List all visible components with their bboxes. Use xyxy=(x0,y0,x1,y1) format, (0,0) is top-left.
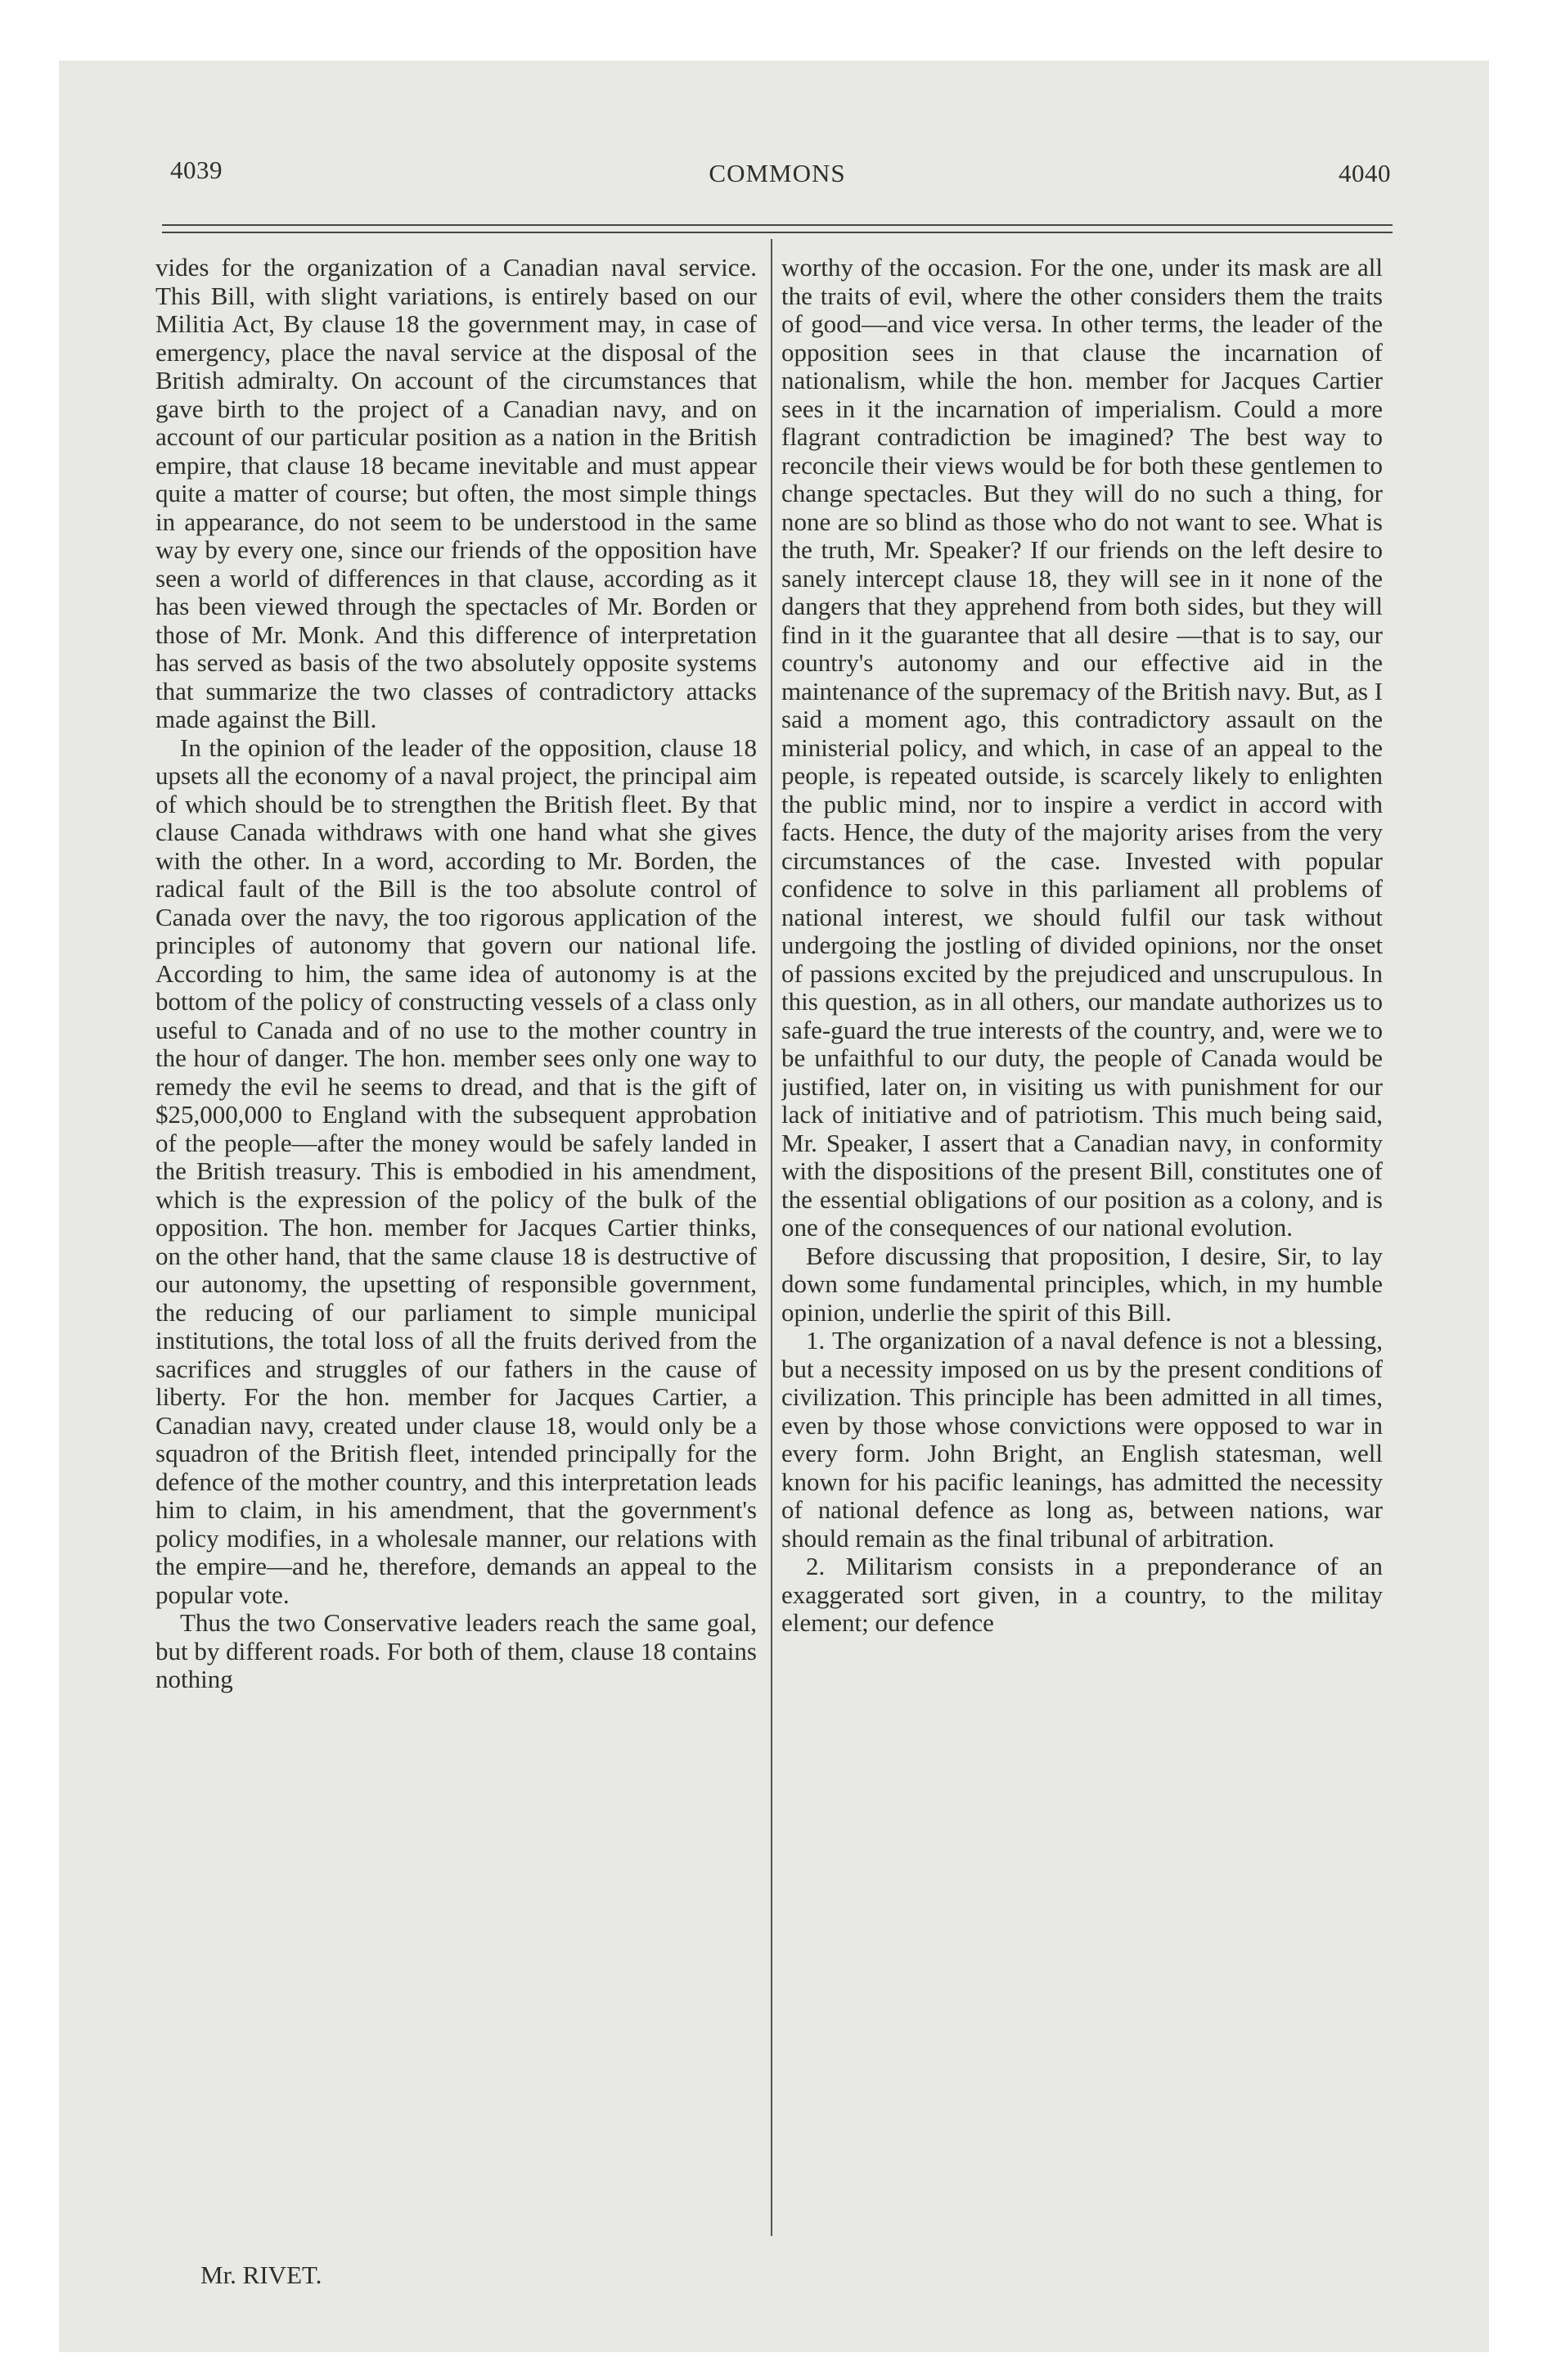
column-divider xyxy=(771,239,772,2236)
header-rule-top xyxy=(162,224,1393,226)
right-paragraph-4: 2. Militarism consists in a preponderance of an exaggerated sort given, in a country, to the militay element; our defence xyxy=(781,1552,1383,1637)
right-paragraph-1: worthy of the occasion. For the one, under its mask are all the traits of evil, where the other considers them the traits of good—and vice versa. In other terms, the leader of the opposition sees in that clause the incarnation of nationalism, while the hon. member for Jacques Cartier sees in it the incarnation of imperialism. Could a more flagrant contradiction be imagined? The best way to reconcile their views would be for both these gentlemen to change spectacles. But they will do no such a thing, for none are so blind as those who do not want to see. What is the truth, Mr. Speaker? If our friends on the left desire to sanely intercept clause 18, they will see in it none of the dangers that they apprehend from both sides, but they will find in it the guarantee that all desire —that is to say, our country's autonomy and our effective aid in the maintenance of the supremacy of the British navy. But, as I said a moment ago, this contradictory assault on the ministerial policy, and which, in case of an appeal to the people, is repeated outside, is scarcely likely to enlighten the public mind, nor to inspire a verdict in accord with facts. Hence, the duty of the majority arises from the very circumstances of the case. Invested with popular confidence to solve in this parliament all problems of national interest, we should fulfil our task without undergoing the jostling of divided opinions, nor the onset of passions excited by the prejudiced and unscrupulous. In this question, as in all others, our mandate authorizes us to safe-guard the true interests of the country, and, were we to be unfaithful to our duty, the people of Canada would be justified, later on, in visiting us with punishment for our lack of initiative and of patriotism. This much being said, Mr. Speaker, I assert that a Canadian navy, in conformity with the dispositions of the present Bill, constitutes one of the essential obligations of our position as a colony, and is one of the consequences of our national evolution. xyxy=(781,254,1383,1242)
left-paragraph-3: Thus the two Conservative leaders reach the same goal, but by different roads. For both of them, clause 18 contains nothing xyxy=(155,1608,757,1693)
page-number-right: 4040 xyxy=(1339,159,1391,187)
left-paragraph-2: In the opinion of the leader of the opposition, clause 18 upsets all the economy of a naval project, the principal aim of which should be to strengthen the British fleet. By that clause Canada withdraws with one hand what she gives with the other. In a word, according to Mr. Borden, the radical fault of the Bill is the too absolute control of Canada over the navy, the too rigorous application of the principles of autonomy that govern our national life. According to him, the same idea of autonomy is at the bottom of the policy of constructing vessels of a class only useful to Canada and of no use to the mother country in the hour of danger. The hon. member sees only one way to remedy the evil he seems to dread, and that is the gift of $25,000,000 to England with the subsequent approbation of the people—after the money would be safely landed in the British treasury. This is embodied in his amendment, which is the expression of the policy of the bulk of the opposition. The hon. member for Jacques Cartier thinks, on the other hand, that the same clause 18 is destructive of our autonomy, the upsetting of responsible government, the reducing of our parliament to simple municipal institutions, the total loss of all the fruits derived from the sacrifices and struggles of our fathers in the cause of liberty. For the hon. member for Jacques Cartier, a Canadian navy, created under clause 18, would only be a squadron of the British fleet, intended principally for the defence of the mother country, and this interpretation leads him to claim, in his amendment, that the government's policy modifies, in a wholesale manner, our relations with the empire—and he, therefore, demands an appeal to the popular vote. xyxy=(155,732,757,1609)
left-paragraph-1: vides for the organization of a Canadian naval service. This Bill, with slight variations, is entirely based on our Militia Act, By clause 18 the government may, in case of emergency, place the naval service at the disposal of the British admiralty. On account of the circumstances that gave birth to the project of a Canadian navy, and on account of our particular position as a nation in the British empire, that clause 18 became inevitable and must appear quite a matter of course; but often, the most simple things in appearance, do not seem to be understood in the same way by every one, since our friends of the opposition have seen a world of differences in that clause, according as it has been viewed through the spectacles of Mr. Borden or those of Mr. Monk. And this difference of interpretation has served as basis of the two absolutely opposite systems that summarize the two classes of contradictory attacks made against the Bill. xyxy=(155,254,757,733)
hansard-page xyxy=(155,156,1399,2289)
page-number-left: 4039 xyxy=(170,156,223,184)
header-rule-bottom xyxy=(162,232,1393,233)
right-paragraph-2: Before discussing that proposition, I desire, Sir, to lay down some fundamental principles, which, in my humble opinion, underlie the spirit of this Bill. xyxy=(781,1241,1383,1327)
speaker-name: Mr. RIVET. xyxy=(200,2261,322,2289)
page-title: COMMONS xyxy=(709,159,846,187)
page-header xyxy=(155,156,1399,188)
right-column xyxy=(781,254,1383,2251)
left-column xyxy=(155,254,757,2251)
right-paragraph-3: 1. The organization of a naval defence is not a blessing, but a necessity imposed on us by the present conditions of civilization. This principle has been admitted in all times, even by those whose convictions were opposed to war in every form. John Bright, an English statesman, well known for his pacific leanings, has admitted the necessity of national defence as long as, between nations, war should remain as the final tribunal of arbitration. xyxy=(781,1326,1383,1553)
